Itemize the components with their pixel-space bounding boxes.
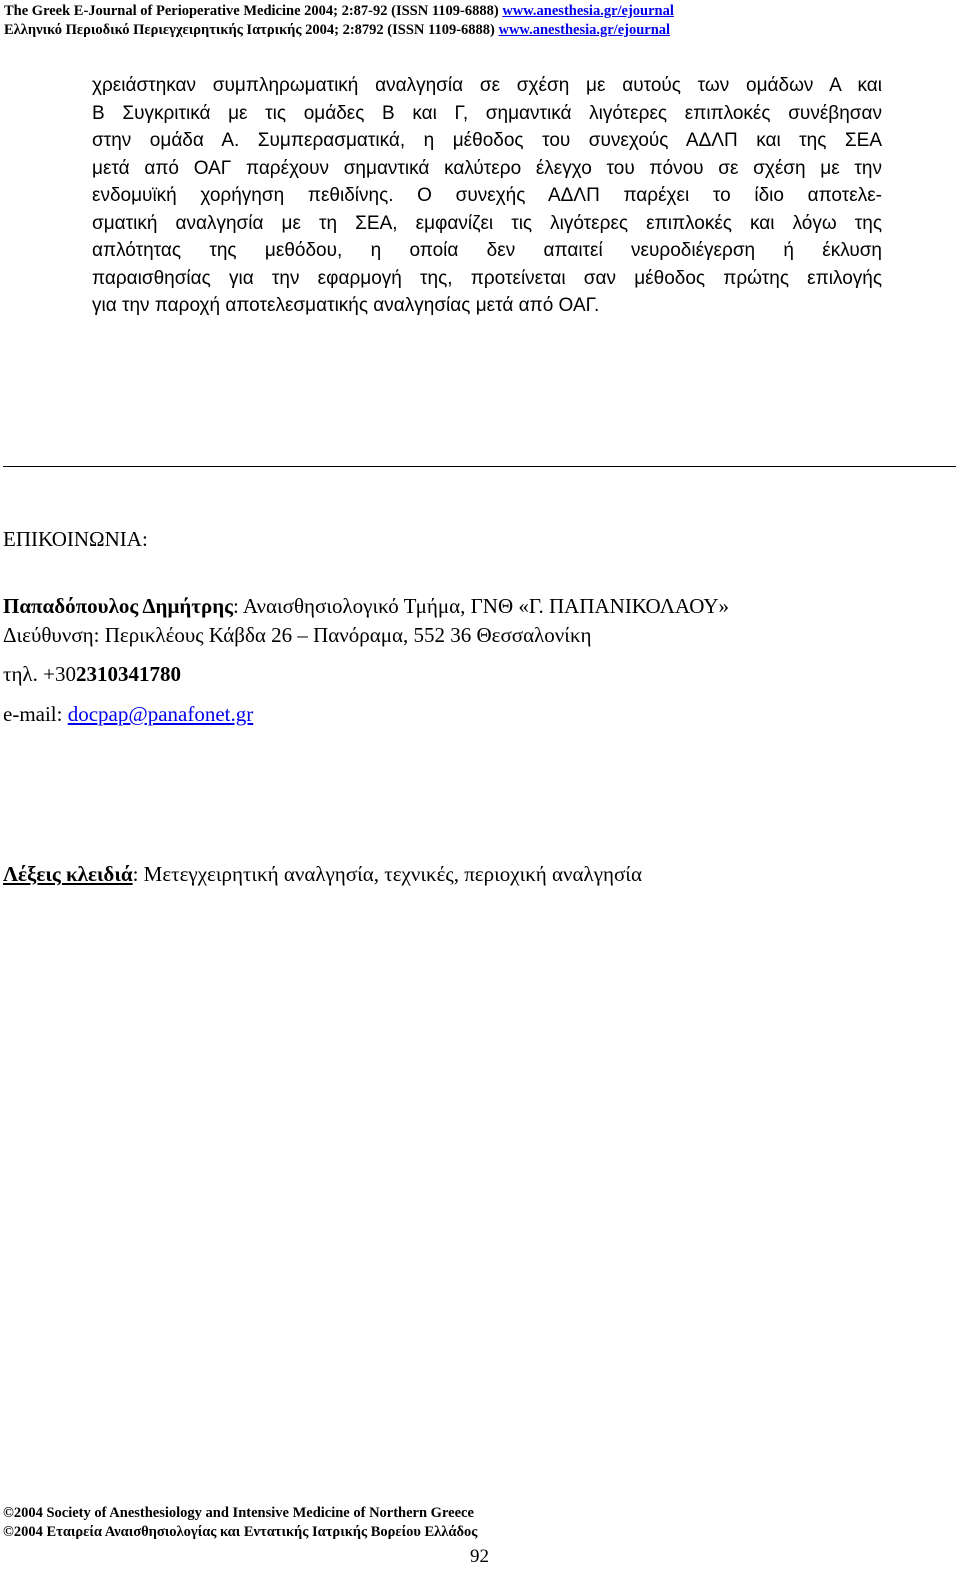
phone-number: 2310341780 [75, 662, 181, 686]
email-link[interactable]: docpap@panafonet.gr [67, 702, 254, 726]
contact-address: Διεύθυνση: Περικλέους Κάβδα 26 – Πανόραμα, 552 36 Θεσσαλονίκη [3, 623, 592, 647]
contact-author [3, 594, 729, 619]
journal-link[interactable]: www.anesthesia.gr/ejournal [502, 3, 674, 19]
author-name: Παπαδόπουλος Δημήτρης [3, 594, 233, 618]
header-line-english: The Greek E-Journal of Perioperative Medicine 2004; 2:87-92 (ISSN 1109-6888) www.anesthesia.gr/ejournal [4, 3, 674, 19]
body-line: χρειάστηκαν συμπληρωματική αναλγησία σε σχέση με αυτούς των ομάδων Α και [92, 75, 882, 96]
keywords-label: Λέξεις κλειδιά [3, 862, 133, 886]
keywords-text: : Μετεγχειρητική αναλγησία, τεχνικές, περιοχική αναλγησία [132, 862, 642, 886]
body-line: ενδομυϊκή χορήγηση πεθιδίνης. Ο συνεχής ΑΔΛΠ παρέχει το ίδιο αποτελε- [92, 185, 882, 206]
contact-phone: τηλ. +302310341780 [3, 662, 181, 686]
copyright-english: ©2004 Society of Anesthesiology and Intensive Medicine of Northern Greece [3, 1505, 474, 1521]
body-line: μετά από ΟΑΓ παρέχουν σημαντικά καλύτερο έλεγχο του πόνου σε σχέση με την [92, 157, 882, 179]
contact-heading: ΕΠΙΚΟΙΝΩΝΙΑ: [3, 527, 148, 551]
body-line: στην ομάδα Α. Συμπερασματικά, η μέθοδος του συνεχούς ΑΔΛΠ και της ΣΕΑ [92, 130, 882, 151]
contact-email: e-mail: docpap@panafonet.gr [3, 702, 254, 726]
body-line: Β Συγκριτικά με τις ομάδες Β και Γ, σημαντικά λιγότερες επιπλοκές συνέβησαν [92, 102, 882, 124]
body-line: παραισθησίας για την εφαρμογή της, προτείνεται σαν μέθοδος πρώτης επιλογής [92, 267, 882, 289]
copyright-greek: ©2004 Εταιρεία Αναισθησιολογίας και Εντατικής Ιατρικής Βορείου Ελλάδος [3, 1524, 478, 1540]
header-line-greek: Ελληνικό Περιοδικό Περιεγχειρητικής Ιατρικής 2004; 2:8792 (ISSN 1109-6888) www.anesthesia.gr/ejournal [4, 22, 671, 38]
abstract-conclusion-paragraph [92, 72, 882, 320]
page-number: 92 [470, 1546, 489, 1567]
body-line: απλότητας της μεθόδου, η οποία δεν απαιτεί νευροδιέγερση ή έκλυση [92, 240, 882, 261]
body-line: για την παροχή αποτελεσματικής αναλγησίας μετά από ΟΑΓ. [92, 295, 600, 316]
body-line: σματική αναλγησία με τη ΣΕΑ, εμφανίζει τις λιγότερες επιπλοκές και λόγω της [92, 212, 882, 234]
journal-link-greek[interactable]: www.anesthesia.gr/ejournal [498, 22, 671, 38]
section-divider [3, 466, 956, 467]
author-affiliation: : Αναισθησιολογικό Τμήμα, ΓΝΘ «Γ. ΠΑΠΑΝΙΚΟΛΑΟΥ» [232, 594, 730, 618]
keywords [3, 862, 642, 887]
journal-header [4, 2, 674, 40]
copyright-footer [3, 1504, 477, 1542]
